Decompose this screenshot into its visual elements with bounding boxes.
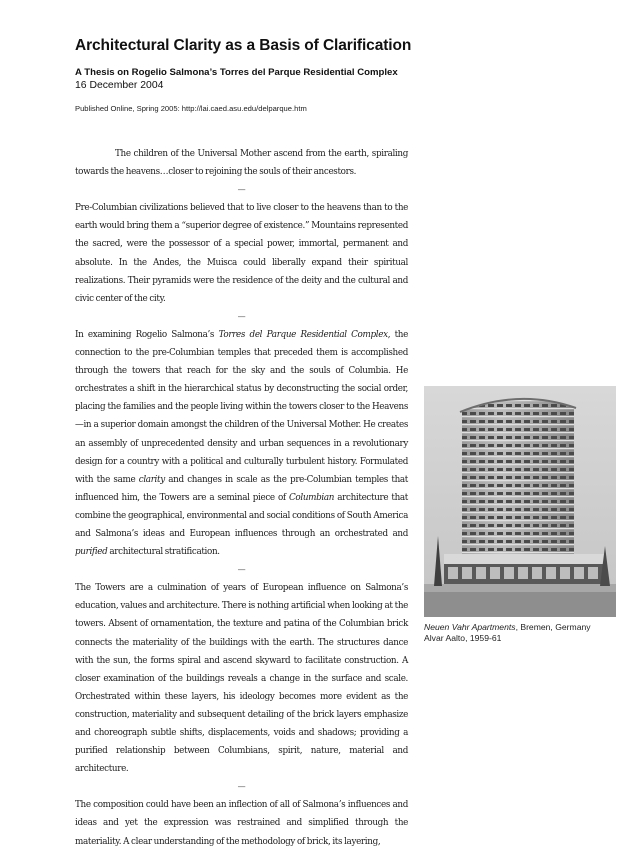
section-separator: —	[237, 311, 246, 321]
italic-term: clarity	[138, 474, 165, 485]
section-separator: —	[237, 782, 246, 792]
italic-building-name: Torres del Parque Residential Complex	[218, 329, 388, 340]
page-title: Architectural Clarity as a Basis of Clarification	[75, 37, 412, 54]
paragraph-3: The Towers are a culmination of years of European influence on Salmona’s education, values and architecture. There is nothing artificial when looking at the towers. Absent of ornamentation, the texture and patina of the Columbian brick connects the materiality of the buildings with the earth. The structures dance with the sun, the forms spiral and ascend skyward to facilitate construction. A closer examination of the buildings reveals a change in the surface and scale. Orchestrated within these layers, his ideology becomes more evident as the construction, materiality and subsequent detailing of the brick layers emphasize and choreograph subtle shifts, displacements, voids and shadows; providing a purified relationship between Columbians, spirit, nature, material and architecture.	[75, 583, 408, 775]
paragraph-1: Pre-Columbian civilizations believed that to live closer to the heavens than to the earth would bring them a “superior degree of existence.” Mountains represented the sacred, were the possessor of a special power, immortal, permanent and absolute. In the Andes, the Muisca could liberally expand their spiritual realizations. Their pyramids were the residence of the deity and the cultural and civic center of the city.	[75, 203, 408, 304]
tower-photo-illustration	[424, 386, 616, 617]
caption-credit: Alvar Aalto, 1959-61	[424, 633, 502, 643]
building-photo	[424, 386, 616, 617]
text-run: , the connection to the pre-Columbian temples that preceded them is accomplished through the towers that reach for the sky and the souls of Columbia. He orchestrates a shift in the hierarchical status by deconstructing the social order, placing the families and the people living within the towers closer to the Heavens—in a superior domain amongst the children of the Universal Mother. He creates an assembly of unprecedented density and urban sequences in a revolutionary design for a country with a political and culturally turbulent history. Formulated with the same	[75, 329, 408, 485]
paragraph-4: The composition could have been an inflection of all of Salmona’s influences and ideas and yet the expression was restrained and simplified through the materiality. A clear understanding of the methodology of brick, its layering,	[75, 800, 408, 847]
caption-title: Neuen Vahr Apartments	[424, 622, 516, 632]
caption-line-1	[424, 622, 624, 633]
page-subtitle: A Thesis on Rogelio Salmona’s Torres del Parque Residential Complex	[75, 67, 398, 78]
section-separator: —	[237, 185, 246, 195]
epigraph: The children of the Universal Mother ascend from the earth, spiraling towards the heavens…closer to rejoining the souls of their ancestors.	[75, 149, 408, 178]
italic-term: purified	[75, 547, 108, 558]
text-run: architecture that combine the geographical, environmental and social conditions of South America and Salmona’s ideas and European influences through an orchestrated and	[75, 492, 408, 539]
paragraph-2	[75, 326, 408, 561]
text-run: and changes in scale as the pre-Columbian temples that influenced him, the Towers are a seminal piece of	[75, 474, 408, 503]
text-run: architectural stratification.	[107, 547, 220, 558]
section-separator: —	[237, 565, 246, 575]
article-body	[75, 145, 408, 851]
publication-date: 16 December 2004	[75, 80, 164, 91]
text-run: In examining Rogelio Salmona’s	[75, 329, 219, 340]
photo-caption	[424, 622, 624, 644]
italic-term: Columbian	[289, 492, 335, 503]
caption-place: , Bremen, Germany	[515, 622, 591, 632]
published-online-note: Published Online, Spring 2005: http://lai.caed.asu.edu/delparque.htm	[75, 104, 307, 113]
